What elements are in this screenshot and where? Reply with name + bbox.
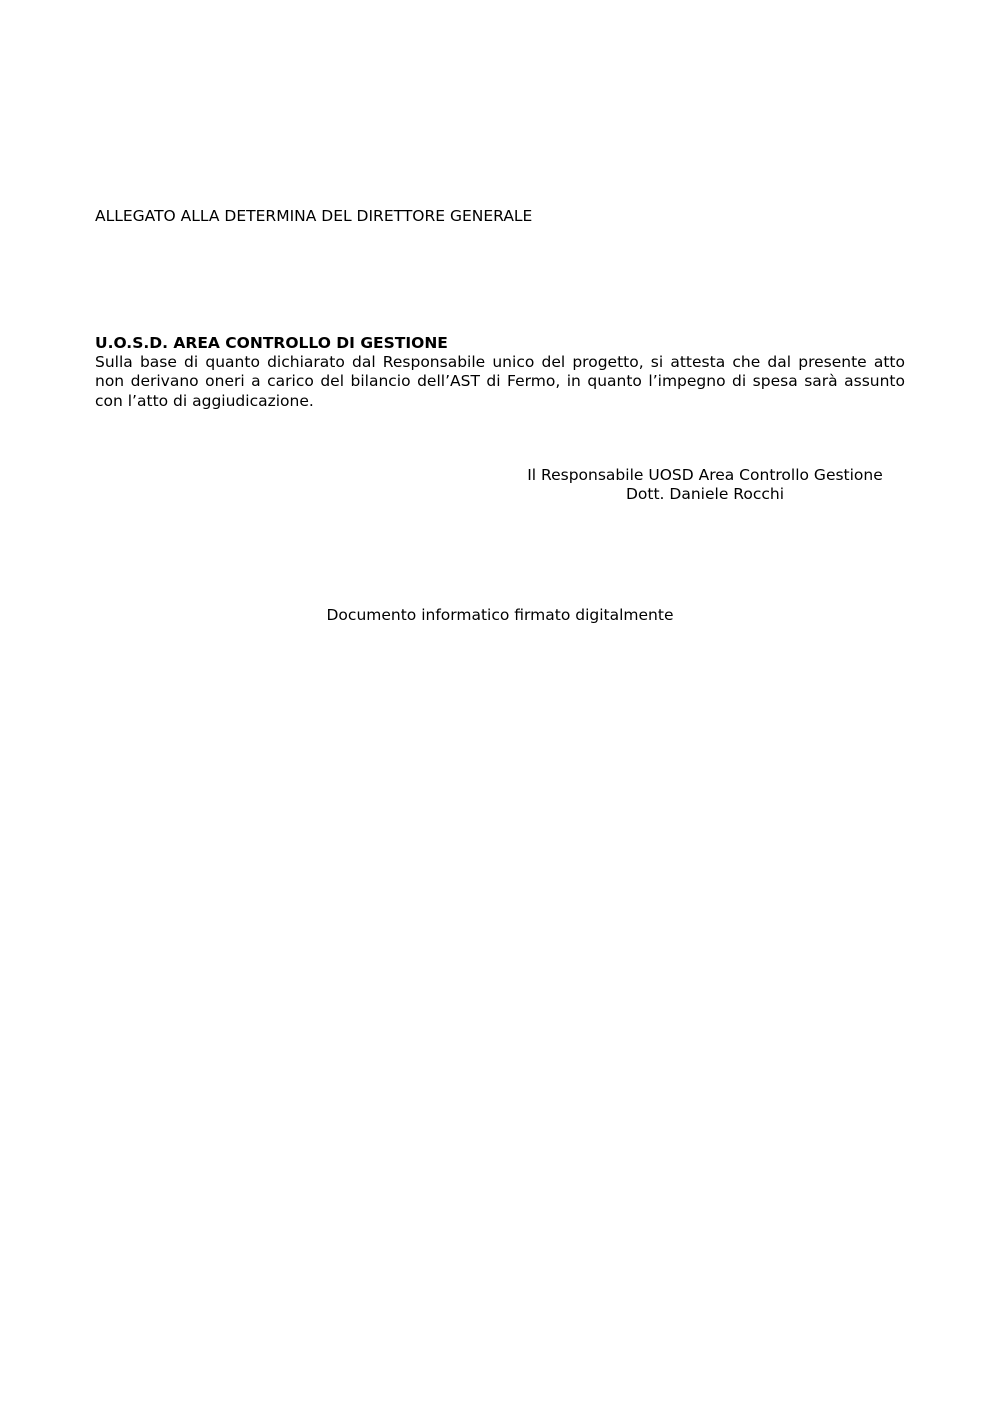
section-body: Sulla base di quanto dichiarato dal Responsabile unico del progetto, si attesta che dal presente atto non derivano oneri a carico del bilancio dell’AST di Fermo, in quanto l’impegno di spesa sarà assunto con l’atto di aggiudicazione. [95, 353, 905, 410]
digital-signature-note: Documento informatico firmato digitalmente [326, 606, 674, 624]
signature-block [500, 466, 910, 504]
control-section [95, 334, 905, 411]
section-title: U.O.S.D. AREA CONTROLLO DI GESTIONE [95, 334, 448, 352]
attachment-header: ALLEGATO ALLA DETERMINA DEL DIRETTORE GENERALE [95, 207, 533, 225]
signature-role: Il Responsabile UOSD Area Controllo Gestione [527, 466, 883, 484]
signature-name: Dott. Daniele Rocchi [625, 485, 785, 503]
